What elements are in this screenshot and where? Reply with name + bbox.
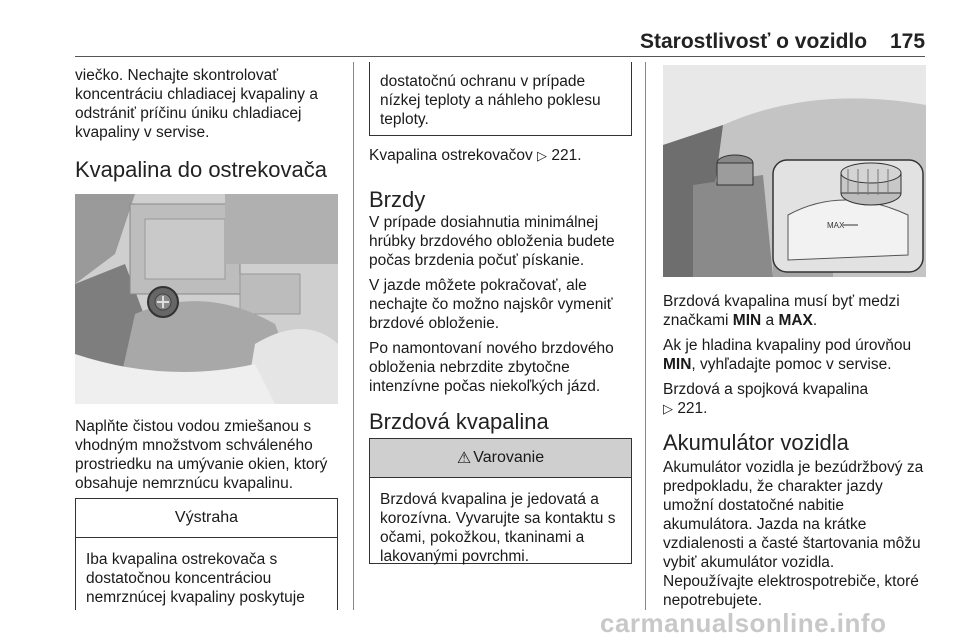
brake-clutch-ref-page[interactable]: 221. [677,400,708,417]
washer-ref-page[interactable]: 221. [551,147,582,164]
brakes-content [369,213,637,396]
brake-clutch-ref-text: Brzdová a spojková kvapalina [663,381,869,398]
caution-title: Výstraha [76,499,337,538]
caution-continued-text: dostatočnú ochranu v prípade nízkej teploty a náhleho poklesu teploty. [380,73,601,128]
p1-text-b: a [761,312,779,329]
p2-text-a: Ak je hladina kvapaliny pod úrovňou [663,337,912,354]
min-mark-2: MIN [663,356,692,373]
brakes-paragraph-1: V prípade dosiahnutia minimálnej hrúbky brzdového obloženia budete počas brzdenia počuť pískanie. [369,214,615,269]
engine-bay-illustration [75,194,338,404]
caution-box-continued [369,62,632,136]
section-title-brake-fluid: Brzdová kvapalina [369,409,549,434]
washer-ref-text: Kvapalina ostrekovačov [369,147,533,164]
caution-box [75,498,338,610]
max-mark-label: MAX [827,221,845,230]
warning-box [369,438,632,564]
fill-instructions [75,417,345,493]
brake-fluid-reservoir-image [663,65,926,277]
column-divider-2 [645,62,646,610]
warning-header [370,439,631,478]
header-rule [75,56,925,57]
battery-paragraph-1: Akumulátor vozidla je bezúdržbový za predpokladu, že charakter jazdy umožní dostatočné nabitie akumulátora. Jazda na krátke vzdialenosti a časté štartovania môžu vybiť akumulátor vozidla. [663,459,924,571]
caution-body: Iba kvapalina ostrekovača s dostatočnou koncentráciou nemrznúcej kvapaliny poskytuje [86,551,305,606]
washer-fluid-image [75,194,338,404]
brake-fluid-paragraph-2 [663,336,928,374]
section-title-washer-fluid: Kvapalina do ostrekovača [75,157,327,182]
section-title-brakes: Brzdy [369,187,426,212]
brake-fluid-paragraph-1 [663,292,928,330]
brake-fluid-paragraph-3 [663,380,928,418]
section-title-battery: Akumulátor vozidla [663,430,849,455]
p1-text-a: Brzdová kvapalina musí byť medzi značkami [663,293,900,329]
column-1 [75,66,343,142]
brake-fluid-content [663,292,928,418]
fill-paragraph: Naplňte čistou vodou zmiešanou s vhodným množstvom schváleného prostriedku na umývanie okien, ktorý obsahuje nemrznúcu kvapalinu. [75,418,328,492]
page-number: 175 [890,30,926,53]
warning-triangle-icon: ⚠ [456,450,472,467]
page-header-title: Starostlivosť o vozidlo [640,30,868,53]
battery-content [663,458,931,610]
washer-fluid-reference [369,146,582,165]
warning-body: Brzdová kvapalina je jedovatá a korozívna. Vyvarujte sa kontaktu s očami, pokožkou, tkaninami a lakovanými povrchmi. [380,491,616,565]
p2-text-b: , vyhľadajte pomoc v servise. [691,356,892,373]
brake-reservoir-illustration [663,65,926,277]
battery-paragraph-2: Nepoužívajte elektrospotrebiče, ktoré nepotrebujete. [663,573,919,609]
p1-text-c: . [812,312,818,329]
brakes-paragraph-2: V jazde môžete pokračovať, ale nechajte čo možno najskôr vymeniť brzdové obloženie. [369,277,613,332]
max-mark: MAX [778,312,813,329]
brakes-paragraph-3: Po namontovaní nového brzdového obloženia nebrzdite zbytočne intenzívne počas niekoľkých jázd. [369,340,614,395]
page-ref-arrow-icon: ▷ [537,148,548,163]
page-ref-arrow-icon: ▷ [663,401,673,416]
warning-title: Varovanie [473,449,545,466]
min-mark: MIN [732,312,762,329]
column-divider-1 [353,62,354,610]
watermark: carmanualsonline.info [600,608,887,638]
intro-paragraph: viečko. Nechajte skontrolovať koncentráciu chladiacej kvapaliny a odstrániť príčinu úniku chladiacej kvapaliny v servise. [75,67,318,141]
